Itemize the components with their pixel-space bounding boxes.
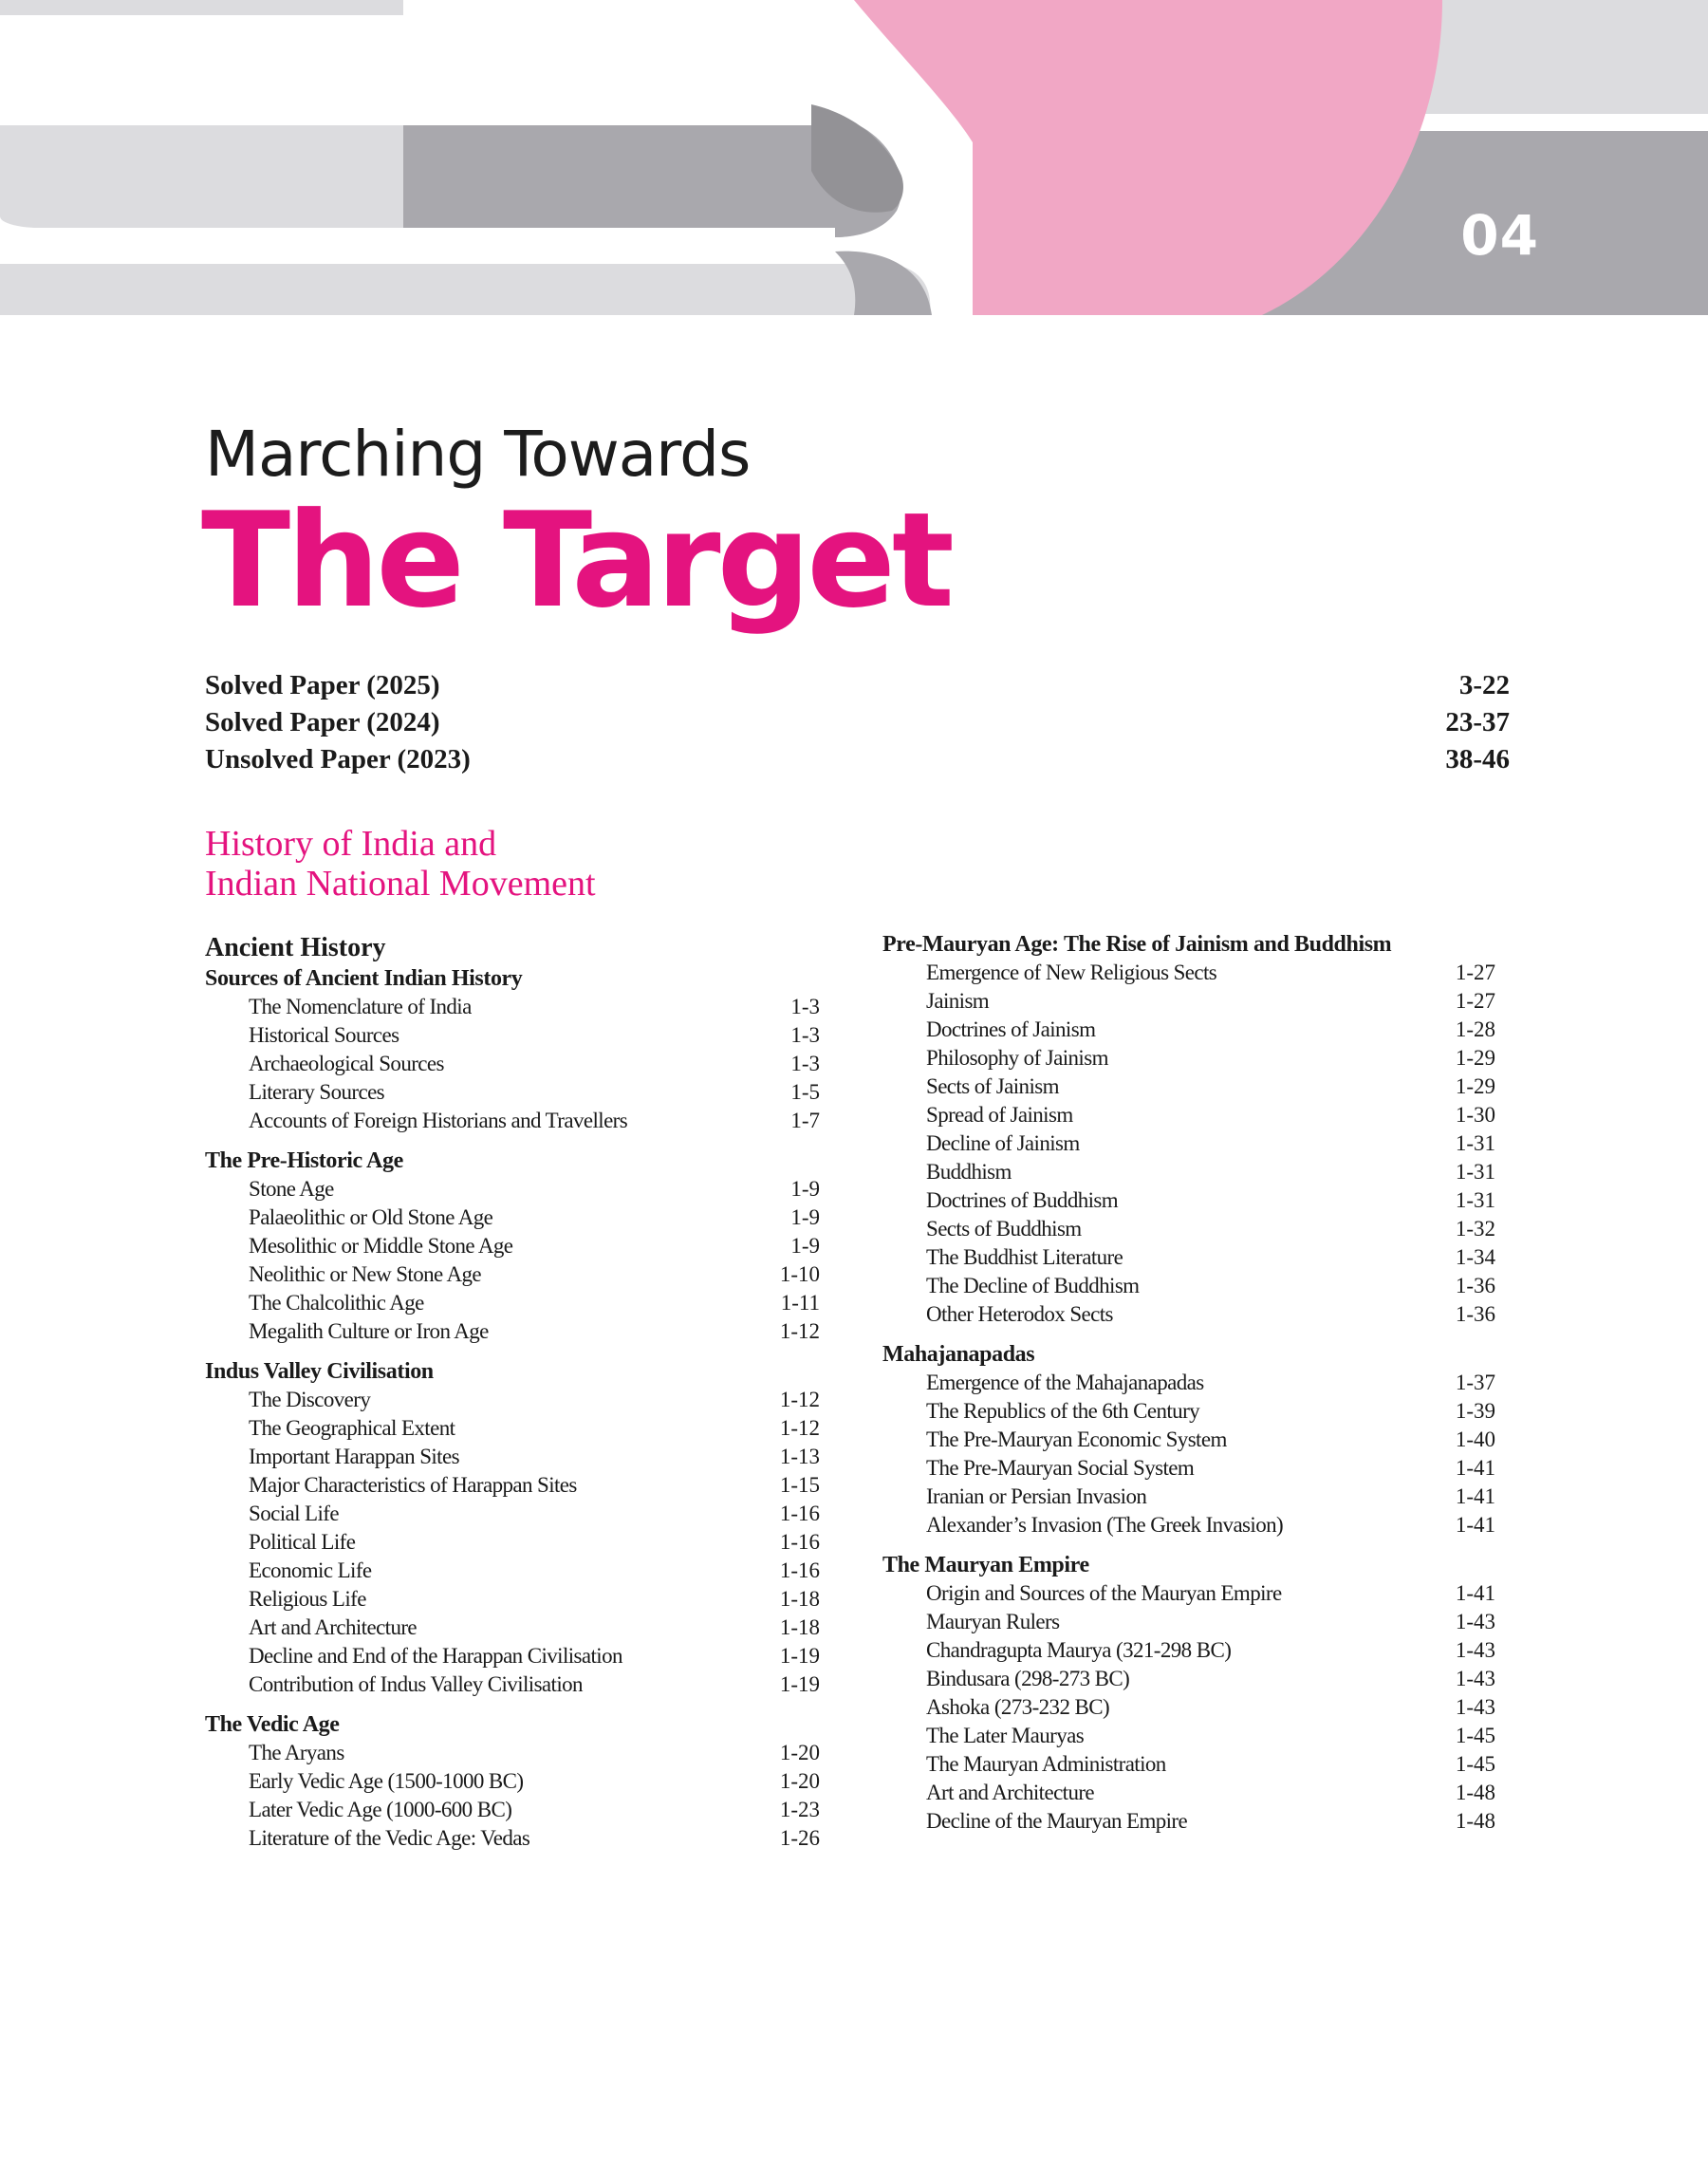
toc-entry-label: The Mauryan Administration xyxy=(926,1752,1166,1776)
toc-entry-page: 1-12 xyxy=(779,1388,820,1411)
toc-group xyxy=(205,1710,820,1853)
toc-entry[interactable] xyxy=(882,1807,1495,1836)
toc-entry[interactable] xyxy=(205,1739,820,1767)
banner-band-right-light xyxy=(1423,0,1708,114)
toc-entry[interactable] xyxy=(205,1585,820,1614)
paper-row[interactable] xyxy=(205,707,1510,744)
toc-entry-page: 1-43 xyxy=(1455,1695,1495,1719)
toc-entry[interactable] xyxy=(205,1767,820,1796)
toc-entry-label: The Chalcolithic Age xyxy=(249,1291,424,1315)
toc-entry-label: The Later Mauryas xyxy=(926,1724,1085,1747)
toc-entry[interactable] xyxy=(882,1579,1495,1608)
toc-entry[interactable] xyxy=(882,1243,1495,1272)
toc-entry-page: 1-9 xyxy=(790,1234,820,1258)
toc-entry-label: Literary Sources xyxy=(249,1080,385,1104)
toc-entry-page: 1-39 xyxy=(1455,1399,1495,1423)
banner-stroke-bottom-light xyxy=(0,263,930,315)
toc-entry-page: 1-20 xyxy=(779,1741,820,1764)
toc-group xyxy=(882,1551,1495,1836)
toc-entry-page: 1-12 xyxy=(779,1319,820,1343)
toc-entry-page: 1-30 xyxy=(1455,1103,1495,1127)
toc-entry-page: 1-34 xyxy=(1455,1245,1495,1269)
toc-entry-page: 1-19 xyxy=(779,1672,820,1696)
toc-entry-label: The Pre-Mauryan Economic System xyxy=(926,1427,1227,1451)
banner-stroke-middle-light xyxy=(0,125,403,228)
toc-entry-page: 1-3 xyxy=(790,1052,820,1075)
toc-entry[interactable] xyxy=(205,1414,820,1443)
toc-entry-page: 1-7 xyxy=(790,1109,820,1132)
toc-entry[interactable] xyxy=(205,1260,820,1289)
toc-entry-label: The Geographical Extent xyxy=(249,1416,455,1440)
toc-entry-page: 1-45 xyxy=(1455,1724,1495,1747)
paper-label: Solved Paper (2025) xyxy=(205,670,440,700)
toc-entry-label: Sects of Jainism xyxy=(926,1074,1059,1098)
toc-entry-page: 1-36 xyxy=(1455,1274,1495,1297)
toc-entry[interactable] xyxy=(205,1021,820,1050)
toc-entry-page: 1-27 xyxy=(1455,961,1495,984)
toc-entry-page: 1-31 xyxy=(1455,1131,1495,1155)
toc-entry-label: Philosophy of Jainism xyxy=(926,1046,1108,1070)
toc-entry[interactable] xyxy=(882,1750,1495,1779)
toc-entry-label: Historical Sources xyxy=(249,1023,399,1047)
toc-entry-page: 1-48 xyxy=(1455,1781,1495,1804)
toc-entry[interactable] xyxy=(882,1636,1495,1665)
toc-entry-page: 1-9 xyxy=(790,1205,820,1229)
toc-entry[interactable] xyxy=(882,1215,1495,1243)
toc-entry[interactable] xyxy=(882,1101,1495,1129)
toc-entry[interactable] xyxy=(205,1386,820,1414)
toc-entry[interactable] xyxy=(205,1642,820,1670)
toc-entry-page: 1-41 xyxy=(1455,1484,1495,1508)
toc-entry-label: Alexander’s Invasion (The Greek Invasion) xyxy=(926,1513,1284,1537)
toc-entry[interactable] xyxy=(205,1175,820,1203)
toc-entry-page: 1-16 xyxy=(779,1558,820,1582)
toc-entry-page: 1-20 xyxy=(779,1769,820,1793)
toc-entry[interactable] xyxy=(882,1693,1495,1722)
toc-entry-page: 1-45 xyxy=(1455,1752,1495,1776)
toc-entry[interactable] xyxy=(205,1796,820,1824)
toc-entry[interactable] xyxy=(882,1300,1495,1329)
toc-entry[interactable] xyxy=(205,1824,820,1853)
toc-entry-page: 1-3 xyxy=(790,995,820,1018)
toc-entry-page: 1-43 xyxy=(1455,1638,1495,1662)
toc-entry-page: 1-41 xyxy=(1455,1513,1495,1537)
title-line-1: Marching Towards xyxy=(205,418,751,491)
toc-entry-label: Doctrines of Buddhism xyxy=(926,1188,1119,1212)
toc-entry-label: Other Heterodox Sects xyxy=(926,1302,1113,1326)
header-banner xyxy=(0,0,1708,315)
toc-group xyxy=(882,1340,1495,1539)
toc-entry-label: Megalith Culture or Iron Age xyxy=(249,1319,489,1343)
toc-entry-label: Stone Age xyxy=(249,1177,334,1201)
toc-entry-label: Emergence of the Mahajanapadas xyxy=(926,1371,1204,1394)
toc-group-title[interactable]: Mahajanapadas xyxy=(882,1342,1035,1367)
toc-entry-page: 1-23 xyxy=(779,1798,820,1821)
toc-entry[interactable] xyxy=(882,1722,1495,1750)
toc-entry-label: Buddhism xyxy=(926,1160,1012,1184)
paper-label: Solved Paper (2024) xyxy=(205,707,440,737)
toc-entry[interactable] xyxy=(205,1107,820,1135)
toc-entry-label: Art and Architecture xyxy=(249,1615,418,1639)
toc-entry-page: 1-29 xyxy=(1455,1046,1495,1070)
toc-entry-label: Decline and End of the Harappan Civilisation xyxy=(249,1644,622,1668)
toc-entry-label: Neolithic or New Stone Age xyxy=(249,1262,482,1286)
toc-entry-page: 1-26 xyxy=(779,1826,820,1850)
toc-group-title[interactable]: Pre-Mauryan Age: The Rise of Jainism and Buddhism xyxy=(882,932,1392,957)
toc-entry-page: 1-3 xyxy=(790,1023,820,1047)
toc-entry[interactable] xyxy=(882,1044,1495,1073)
toc-entry[interactable] xyxy=(882,1511,1495,1539)
toc-entry[interactable] xyxy=(882,1158,1495,1186)
title-line-2: The Target xyxy=(201,484,951,637)
toc-entry-page: 1-31 xyxy=(1455,1160,1495,1184)
toc-entry-label: Mauryan Rulers xyxy=(926,1610,1060,1633)
paper-row[interactable] xyxy=(205,744,1510,781)
toc-entry-page: 1-43 xyxy=(1455,1667,1495,1690)
toc-entry-page: 1-18 xyxy=(779,1587,820,1611)
toc-entry-page: 1-15 xyxy=(779,1473,820,1497)
toc-entry[interactable] xyxy=(882,1073,1495,1101)
toc-entry[interactable] xyxy=(205,1443,820,1471)
banner-graphic xyxy=(0,0,1708,315)
toc-entry-page: 1-36 xyxy=(1455,1302,1495,1326)
toc-entry-page: 1-43 xyxy=(1455,1610,1495,1633)
toc-entry-label: Decline of Jainism xyxy=(926,1131,1080,1155)
toc-entry-page: 1-28 xyxy=(1455,1017,1495,1041)
toc-entry-page: 1-16 xyxy=(779,1502,820,1525)
toc-entry[interactable] xyxy=(205,1078,820,1107)
toc-entry-label: Iranian or Persian Invasion xyxy=(926,1484,1147,1508)
toc-entry[interactable] xyxy=(882,1016,1495,1044)
toc-entry-label: The Nomenclature of India xyxy=(249,995,472,1018)
toc-entry[interactable] xyxy=(205,1232,820,1260)
toc-entry-page: 1-31 xyxy=(1455,1188,1495,1212)
toc-entry[interactable] xyxy=(882,959,1495,987)
toc-entry-page: 1-10 xyxy=(779,1262,820,1286)
toc-entry-page: 1-41 xyxy=(1455,1456,1495,1480)
toc-entry-label: Religious Life xyxy=(249,1587,366,1611)
paper-pages: 3-22 xyxy=(1458,670,1510,700)
toc-entry[interactable] xyxy=(882,1454,1495,1483)
toc-entry-label: Sects of Buddhism xyxy=(926,1217,1082,1241)
toc-group-title[interactable]: The Mauryan Empire xyxy=(882,1553,1089,1577)
toc-entry-label: Early Vedic Age (1500-1000 BC) xyxy=(249,1769,524,1793)
toc-entry-page: 1-9 xyxy=(790,1177,820,1201)
toc-entry[interactable] xyxy=(882,987,1495,1016)
toc-entry-label: Spread of Jainism xyxy=(926,1103,1073,1127)
toc-entry[interactable] xyxy=(205,1500,820,1528)
toc-group xyxy=(882,930,1495,1329)
toc-entry-label: The Buddhist Literature xyxy=(926,1245,1123,1269)
toc-entry-label: Major Characteristics of Harappan Sites xyxy=(249,1473,577,1497)
toc-entry-label: Economic Life xyxy=(249,1558,372,1582)
toc-entry-page: 1-18 xyxy=(779,1615,820,1639)
toc-entry-label: Accounts of Foreign Historians and Travellers xyxy=(249,1109,628,1132)
toc-entry-label: The Republics of the 6th Century xyxy=(926,1399,1200,1423)
paper-pages: 38-46 xyxy=(1445,744,1510,774)
toc-entry[interactable] xyxy=(882,1129,1495,1158)
papers-list xyxy=(205,670,1510,781)
toc-entry-page: 1-5 xyxy=(790,1080,820,1104)
section-title-line-1: History of India and xyxy=(205,824,497,864)
toc-entry-label: Origin and Sources of the Mauryan Empire xyxy=(926,1581,1282,1605)
toc-entry-page: 1-27 xyxy=(1455,989,1495,1013)
toc-left-column xyxy=(205,932,820,1864)
toc-entry-label: Political Life xyxy=(249,1530,356,1554)
toc-entry-label: Palaeolithic or Old Stone Age xyxy=(249,1205,493,1229)
toc-entry[interactable] xyxy=(882,1483,1495,1511)
paper-pages: 23-37 xyxy=(1445,707,1510,737)
toc-entry-label: Important Harappan Sites xyxy=(249,1445,459,1468)
banner-band-top-gray xyxy=(0,0,403,15)
toc-group xyxy=(205,1357,820,1699)
toc-entry[interactable] xyxy=(205,1557,820,1585)
toc-entry-page: 1-16 xyxy=(779,1530,820,1554)
toc-entry[interactable] xyxy=(882,1665,1495,1693)
toc-entry[interactable] xyxy=(205,1528,820,1557)
toc-entry-label: Decline of the Mauryan Empire xyxy=(926,1809,1188,1833)
toc-entry[interactable] xyxy=(205,1471,820,1500)
toc-entry-label: Later Vedic Age (1000-600 BC) xyxy=(249,1798,512,1821)
toc-right-column xyxy=(882,930,1495,1847)
section-title-line-2: Indian National Movement xyxy=(205,864,596,904)
toc-entry-label: Social Life xyxy=(249,1502,339,1525)
toc-entry-label: Contribution of Indus Valley Civilisation xyxy=(249,1672,583,1696)
toc-entry-label: The Aryans xyxy=(249,1741,344,1764)
toc-entry[interactable] xyxy=(205,1670,820,1699)
toc-entry-label: Mesolithic or Middle Stone Age xyxy=(249,1234,513,1258)
toc-entry[interactable] xyxy=(205,993,820,1021)
toc-entry[interactable] xyxy=(882,1397,1495,1426)
toc-entry-label: The Pre-Mauryan Social System xyxy=(926,1456,1195,1480)
toc-entry-page: 1-13 xyxy=(779,1445,820,1468)
paper-row[interactable] xyxy=(205,670,1510,707)
toc-entry-label: The Discovery xyxy=(249,1388,371,1411)
toc-group xyxy=(205,1147,820,1346)
toc-group-title[interactable]: The Pre-Historic Age xyxy=(205,1148,403,1173)
toc-entry-label: Emergence of New Religious Sects xyxy=(926,961,1217,984)
toc-entry[interactable] xyxy=(882,1369,1495,1397)
toc-entry-label: Archaeological Sources xyxy=(249,1052,444,1075)
toc-entry-label: Chandragupta Maurya (321-298 BC) xyxy=(926,1638,1232,1662)
toc-entry-page: 1-40 xyxy=(1455,1427,1495,1451)
banner-white-gap xyxy=(0,228,835,260)
toc-group-title[interactable]: Sources of Ancient Indian History xyxy=(205,966,523,991)
toc-entry[interactable] xyxy=(882,1186,1495,1215)
section-title xyxy=(205,824,596,904)
toc-entry-page: 1-12 xyxy=(779,1416,820,1440)
toc-entry[interactable] xyxy=(205,1317,820,1346)
toc-entry-label: Jainism xyxy=(926,989,990,1013)
toc-entry[interactable] xyxy=(882,1608,1495,1636)
toc-entry[interactable] xyxy=(205,1614,820,1642)
toc-entry-label: Doctrines of Jainism xyxy=(926,1017,1096,1041)
toc-entry[interactable] xyxy=(882,1426,1495,1454)
toc-entry-label: Literature of the Vedic Age: Vedas xyxy=(249,1826,530,1850)
toc-entry-page: 1-41 xyxy=(1455,1581,1495,1605)
toc-entry-label: Ashoka (273-232 BC) xyxy=(926,1695,1110,1719)
toc-group xyxy=(205,964,820,1135)
toc-entry[interactable] xyxy=(882,1272,1495,1300)
toc-entry-page: 1-11 xyxy=(780,1291,820,1315)
toc-entry[interactable] xyxy=(205,1203,820,1232)
toc-entry[interactable] xyxy=(882,1779,1495,1807)
toc-group-title[interactable]: Indus Valley Civilisation xyxy=(205,1359,434,1384)
toc-entry-page: 1-29 xyxy=(1455,1074,1495,1098)
toc-entry-label: Art and Architecture xyxy=(926,1781,1095,1804)
toc-entry-label: The Decline of Buddhism xyxy=(926,1274,1140,1297)
paper-label: Unsolved Paper (2023) xyxy=(205,744,471,774)
toc-entry-label: Bindusara (298-273 BC) xyxy=(926,1667,1130,1690)
toc-entry-page: 1-19 xyxy=(779,1644,820,1668)
toc-entry-page: 1-37 xyxy=(1455,1371,1495,1394)
toc-entry-page: 1-32 xyxy=(1455,1217,1495,1241)
era-title: Ancient History xyxy=(205,933,386,962)
toc-entry[interactable] xyxy=(205,1289,820,1317)
toc-entry-page: 1-48 xyxy=(1455,1809,1495,1833)
toc-group-title[interactable]: The Vedic Age xyxy=(205,1712,340,1737)
toc-entry[interactable] xyxy=(205,1050,820,1078)
page-number: 04 xyxy=(1460,203,1539,268)
